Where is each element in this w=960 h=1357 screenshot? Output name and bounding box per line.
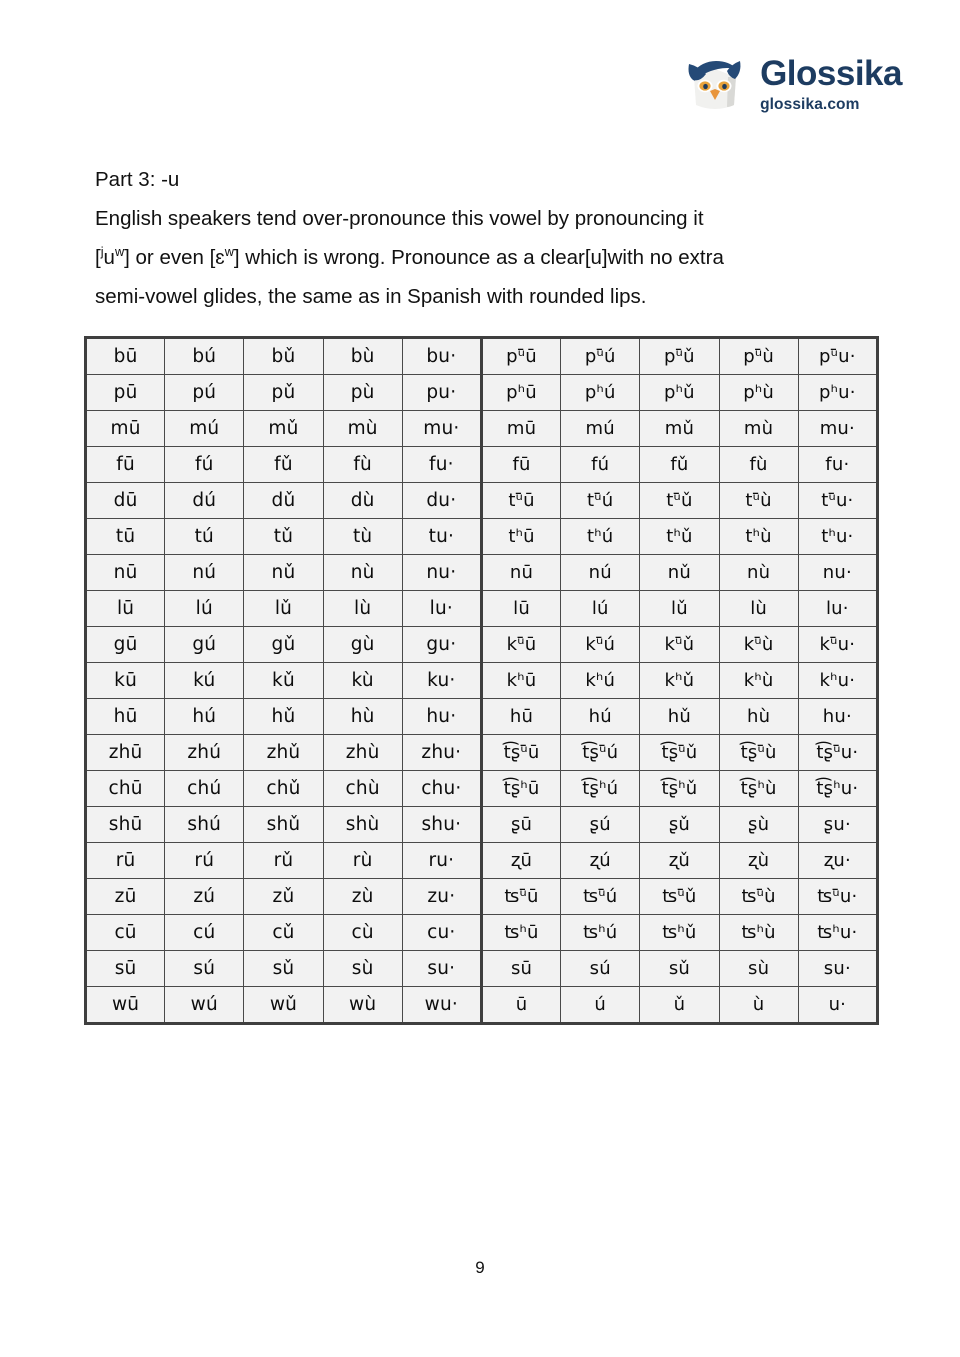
syllable-cell: tú bbox=[165, 519, 244, 555]
syllable-cell: kʰù bbox=[719, 663, 798, 699]
syllable-cell: pú bbox=[165, 375, 244, 411]
intro-text bbox=[95, 160, 885, 316]
syllable-cell: kù bbox=[323, 663, 402, 699]
syllable-cell: kᵘ̄ū bbox=[481, 627, 560, 663]
syllable-cell: nu· bbox=[402, 555, 481, 591]
intro-line-3 bbox=[95, 238, 885, 277]
syllable-cell: nū bbox=[481, 555, 560, 591]
syllable-cell: ʂú bbox=[561, 807, 640, 843]
syllable-cell: tū bbox=[86, 519, 165, 555]
syllable-table bbox=[84, 336, 879, 1025]
syllable-cell: tᵘ̄u· bbox=[798, 483, 877, 519]
syllable-cell: tʰú bbox=[561, 519, 640, 555]
syllable-cell: pᵘ̄ú bbox=[561, 338, 640, 375]
syllable-cell: zhǔ bbox=[244, 735, 323, 771]
syllable-cell: hū bbox=[481, 699, 560, 735]
syllable-cell: nù bbox=[719, 555, 798, 591]
brand-header bbox=[684, 55, 902, 113]
syllable-cell: lu· bbox=[798, 591, 877, 627]
syllable-cell: wù bbox=[323, 987, 402, 1024]
syllable-cell: tᵘ̄ǔ bbox=[640, 483, 719, 519]
syllable-table-wrapper bbox=[84, 336, 879, 1025]
syllable-cell: dú bbox=[165, 483, 244, 519]
syllable-cell: fu· bbox=[402, 447, 481, 483]
syllable-cell: bú bbox=[165, 338, 244, 375]
syllable-cell: cú bbox=[165, 915, 244, 951]
syllable-cell: zhù bbox=[323, 735, 402, 771]
syllable-cell: pǔ bbox=[244, 375, 323, 411]
table-row bbox=[86, 519, 878, 555]
syllable-cell: hù bbox=[323, 699, 402, 735]
syllable-cell: pu· bbox=[402, 375, 481, 411]
syllable-cell: nú bbox=[561, 555, 640, 591]
syllable-cell: rù bbox=[323, 843, 402, 879]
intro-line-3-d: ] which is wrong. Pronounce as a clear[u]with no extra bbox=[233, 246, 724, 269]
table-row bbox=[86, 627, 878, 663]
syllable-cell: gǔ bbox=[244, 627, 323, 663]
table-row bbox=[86, 807, 878, 843]
syllable-cell: nǔ bbox=[244, 555, 323, 591]
syllable-cell: cu· bbox=[402, 915, 481, 951]
syllable-cell: nu· bbox=[798, 555, 877, 591]
syllable-cell: lū bbox=[86, 591, 165, 627]
syllable-cell: su· bbox=[402, 951, 481, 987]
syllable-cell: ú bbox=[561, 987, 640, 1024]
syllable-cell: chù bbox=[323, 771, 402, 807]
syllable-cell: lǔ bbox=[640, 591, 719, 627]
syllable-cell: zhú bbox=[165, 735, 244, 771]
syllable-cell: mú bbox=[561, 411, 640, 447]
part-title: Part 3: -u bbox=[95, 168, 180, 191]
syllable-cell: wǔ bbox=[244, 987, 323, 1024]
syllable-cell: ʦʰù bbox=[719, 915, 798, 951]
syllable-cell: dù bbox=[323, 483, 402, 519]
syllable-cell: ʦᵘ̄ú bbox=[561, 879, 640, 915]
superscript-w-2: w bbox=[224, 244, 234, 260]
brand-name: Glossika bbox=[760, 53, 902, 93]
table-row bbox=[86, 591, 878, 627]
syllable-cell: ʂǔ bbox=[640, 807, 719, 843]
syllable-cell: shù bbox=[323, 807, 402, 843]
table-row bbox=[86, 735, 878, 771]
intro-line-2: English speakers tend over-pronounce this vowel by pronouncing it bbox=[95, 207, 704, 230]
syllable-cell: ʐù bbox=[719, 843, 798, 879]
syllable-cell: t͡ʂʰu· bbox=[798, 771, 877, 807]
syllable-cell: ʐǔ bbox=[640, 843, 719, 879]
syllable-cell: ù bbox=[719, 987, 798, 1024]
syllable-cell: t͡ʂʰǔ bbox=[640, 771, 719, 807]
brand-url: glossika.com bbox=[760, 95, 860, 113]
syllable-cell: kᵘ̄ú bbox=[561, 627, 640, 663]
syllable-cell: shǔ bbox=[244, 807, 323, 843]
syllable-cell: tù bbox=[323, 519, 402, 555]
brand-wordmark bbox=[760, 53, 902, 113]
syllable-cell: sù bbox=[323, 951, 402, 987]
syllable-cell: t͡ʂʰù bbox=[719, 771, 798, 807]
syllable-cell: t͡ʂʰū bbox=[481, 771, 560, 807]
syllable-cell: ʦʰu· bbox=[798, 915, 877, 951]
syllable-cell: hǔ bbox=[244, 699, 323, 735]
syllable-cell: du· bbox=[402, 483, 481, 519]
syllable-cell: fù bbox=[323, 447, 402, 483]
syllable-cell: zū bbox=[86, 879, 165, 915]
syllable-cell: mù bbox=[719, 411, 798, 447]
syllable-cell: mū bbox=[481, 411, 560, 447]
syllable-cell: ʦʰǔ bbox=[640, 915, 719, 951]
syllable-cell: t͡ʂᵘ̄ǔ bbox=[640, 735, 719, 771]
syllable-cell: chǔ bbox=[244, 771, 323, 807]
syllable-cell: wu· bbox=[402, 987, 481, 1024]
syllable-cell: tᵘ̄ū bbox=[481, 483, 560, 519]
table-row bbox=[86, 951, 878, 987]
syllable-cell: sù bbox=[719, 951, 798, 987]
syllable-cell: ʐū bbox=[481, 843, 560, 879]
syllable-cell: pᵘ̄u· bbox=[798, 338, 877, 375]
table-row bbox=[86, 338, 878, 375]
syllable-cell: kᵘ̄ù bbox=[719, 627, 798, 663]
syllable-cell: lù bbox=[719, 591, 798, 627]
syllable-cell: ʦᵘ̄ù bbox=[719, 879, 798, 915]
syllable-cell: fū bbox=[86, 447, 165, 483]
syllable-cell: ʐu· bbox=[798, 843, 877, 879]
syllable-cell: tʰǔ bbox=[640, 519, 719, 555]
syllable-cell: rǔ bbox=[244, 843, 323, 879]
syllable-cell: zú bbox=[165, 879, 244, 915]
syllable-cell: hu· bbox=[798, 699, 877, 735]
syllable-cell: tǔ bbox=[244, 519, 323, 555]
syllable-cell: mu· bbox=[402, 411, 481, 447]
table-row bbox=[86, 843, 878, 879]
syllable-cell: zhū bbox=[86, 735, 165, 771]
syllable-cell: fǔ bbox=[244, 447, 323, 483]
syllable-cell: nǔ bbox=[640, 555, 719, 591]
table-row bbox=[86, 411, 878, 447]
syllable-cell: pʰū bbox=[481, 375, 560, 411]
syllable-cell: lú bbox=[561, 591, 640, 627]
syllable-cell: bū bbox=[86, 338, 165, 375]
syllable-cell: rú bbox=[165, 843, 244, 879]
syllable-cell: mǔ bbox=[640, 411, 719, 447]
syllable-cell: lū bbox=[481, 591, 560, 627]
intro-line-3-a: [ bbox=[95, 246, 101, 269]
syllable-cell: pù bbox=[323, 375, 402, 411]
syllable-cell: rū bbox=[86, 843, 165, 879]
syllable-cell: kᵘ̄ǔ bbox=[640, 627, 719, 663]
syllable-cell: kū bbox=[86, 663, 165, 699]
syllable-cell: sú bbox=[561, 951, 640, 987]
table-row bbox=[86, 375, 878, 411]
syllable-cell: t͡ʂᵘ̄ù bbox=[719, 735, 798, 771]
syllable-cell: chú bbox=[165, 771, 244, 807]
syllable-cell: ǔ bbox=[640, 987, 719, 1024]
syllable-cell: pʰù bbox=[719, 375, 798, 411]
syllable-cell: ru· bbox=[402, 843, 481, 879]
table-row bbox=[86, 771, 878, 807]
syllable-cell: ʂù bbox=[719, 807, 798, 843]
syllable-cell: ʦʰú bbox=[561, 915, 640, 951]
syllable-cell: zu· bbox=[402, 879, 481, 915]
syllable-cell: sū bbox=[481, 951, 560, 987]
superscript-w-1: w bbox=[114, 244, 125, 260]
syllable-cell: hǔ bbox=[640, 699, 719, 735]
syllable-cell: gu· bbox=[402, 627, 481, 663]
syllable-cell: shū bbox=[86, 807, 165, 843]
syllable-cell: pᵘ̄ǔ bbox=[640, 338, 719, 375]
syllable-cell: zhu· bbox=[402, 735, 481, 771]
syllable-cell: sǔ bbox=[244, 951, 323, 987]
syllable-cell: t͡ʂᵘ̄ú bbox=[561, 735, 640, 771]
syllable-cell: tʰū bbox=[481, 519, 560, 555]
syllable-cell: hū bbox=[86, 699, 165, 735]
syllable-cell: fú bbox=[561, 447, 640, 483]
table-row bbox=[86, 663, 878, 699]
syllable-cell: sú bbox=[165, 951, 244, 987]
syllable-cell: hù bbox=[719, 699, 798, 735]
table-row bbox=[86, 555, 878, 591]
owl-icon bbox=[684, 55, 746, 113]
syllable-cell: mū bbox=[86, 411, 165, 447]
syllable-cell: u· bbox=[798, 987, 877, 1024]
syllable-cell: nū bbox=[86, 555, 165, 591]
syllable-cell: tu· bbox=[402, 519, 481, 555]
syllable-cell: sū bbox=[86, 951, 165, 987]
syllable-cell: pū bbox=[86, 375, 165, 411]
superscript-j: j bbox=[100, 244, 104, 260]
syllable-cell: cū bbox=[86, 915, 165, 951]
syllable-cell: gū bbox=[86, 627, 165, 663]
syllable-cell: ʐú bbox=[561, 843, 640, 879]
syllable-cell: pʰǔ bbox=[640, 375, 719, 411]
syllable-cell: bǔ bbox=[244, 338, 323, 375]
syllable-cell: pᵘ̄ū bbox=[481, 338, 560, 375]
syllable-cell: hú bbox=[165, 699, 244, 735]
syllable-cell: chū bbox=[86, 771, 165, 807]
table-row bbox=[86, 879, 878, 915]
syllable-cell: pᵘ̄ù bbox=[719, 338, 798, 375]
syllable-cell: lú bbox=[165, 591, 244, 627]
syllable-cell: sǔ bbox=[640, 951, 719, 987]
syllable-cell: cù bbox=[323, 915, 402, 951]
syllable-cell: fu· bbox=[798, 447, 877, 483]
syllable-cell: fú bbox=[165, 447, 244, 483]
syllable-cell: lu· bbox=[402, 591, 481, 627]
table-row bbox=[86, 483, 878, 519]
intro-line-3-b: u bbox=[103, 246, 115, 269]
syllable-cell: kǔ bbox=[244, 663, 323, 699]
syllable-cell: fù bbox=[719, 447, 798, 483]
syllable-cell: su· bbox=[798, 951, 877, 987]
syllable-cell: kú bbox=[165, 663, 244, 699]
syllable-cell: fǔ bbox=[640, 447, 719, 483]
syllable-cell: shú bbox=[165, 807, 244, 843]
syllable-cell: hu· bbox=[402, 699, 481, 735]
syllable-cell: ʦᵘ̄ū bbox=[481, 879, 560, 915]
syllable-cell: ʦᵘ̄ǔ bbox=[640, 879, 719, 915]
syllable-cell: fū bbox=[481, 447, 560, 483]
syllable-table-body bbox=[86, 338, 878, 1024]
syllable-cell: zǔ bbox=[244, 879, 323, 915]
syllable-cell: mǔ bbox=[244, 411, 323, 447]
syllable-cell: ʦʰū bbox=[481, 915, 560, 951]
syllable-cell: ʂū bbox=[481, 807, 560, 843]
syllable-cell: hú bbox=[561, 699, 640, 735]
syllable-cell: kʰu· bbox=[798, 663, 877, 699]
syllable-cell: tᵘ̄ù bbox=[719, 483, 798, 519]
syllable-cell: gù bbox=[323, 627, 402, 663]
syllable-cell: pʰu· bbox=[798, 375, 877, 411]
syllable-cell: dū bbox=[86, 483, 165, 519]
intro-line-3-c: ] or even [ɛ bbox=[124, 246, 225, 269]
page-number: 9 bbox=[475, 1258, 485, 1277]
table-row bbox=[86, 987, 878, 1024]
syllable-cell: wú bbox=[165, 987, 244, 1024]
syllable-cell: shu· bbox=[402, 807, 481, 843]
table-row bbox=[86, 447, 878, 483]
syllable-cell: bu· bbox=[402, 338, 481, 375]
syllable-cell: zù bbox=[323, 879, 402, 915]
syllable-cell: ʂu· bbox=[798, 807, 877, 843]
syllable-cell: mù bbox=[323, 411, 402, 447]
syllable-cell: kᵘ̄u· bbox=[798, 627, 877, 663]
syllable-cell: ʦᵘ̄u· bbox=[798, 879, 877, 915]
syllable-cell: nù bbox=[323, 555, 402, 591]
syllable-cell: pʰú bbox=[561, 375, 640, 411]
syllable-cell: dǔ bbox=[244, 483, 323, 519]
intro-line-4: semi-vowel glides, the same as in Spanish with rounded lips. bbox=[95, 285, 647, 308]
syllable-cell: t͡ʂᵘ̄ū bbox=[481, 735, 560, 771]
syllable-cell: mu· bbox=[798, 411, 877, 447]
syllable-cell: ū bbox=[481, 987, 560, 1024]
syllable-cell: chu· bbox=[402, 771, 481, 807]
syllable-cell: tʰu· bbox=[798, 519, 877, 555]
syllable-cell: cǔ bbox=[244, 915, 323, 951]
syllable-cell: tᵘ̄ú bbox=[561, 483, 640, 519]
syllable-cell: kʰǔ bbox=[640, 663, 719, 699]
syllable-cell: nú bbox=[165, 555, 244, 591]
syllable-cell: gú bbox=[165, 627, 244, 663]
syllable-cell: lù bbox=[323, 591, 402, 627]
syllable-cell: wū bbox=[86, 987, 165, 1024]
table-row bbox=[86, 915, 878, 951]
syllable-cell: ku· bbox=[402, 663, 481, 699]
syllable-cell: tʰù bbox=[719, 519, 798, 555]
syllable-cell: mú bbox=[165, 411, 244, 447]
syllable-cell: t͡ʂʰú bbox=[561, 771, 640, 807]
table-row bbox=[86, 699, 878, 735]
syllable-cell: bù bbox=[323, 338, 402, 375]
syllable-cell: kʰú bbox=[561, 663, 640, 699]
syllable-cell: lǔ bbox=[244, 591, 323, 627]
syllable-cell: kʰū bbox=[481, 663, 560, 699]
syllable-cell: t͡ʂᵘ̄u· bbox=[798, 735, 877, 771]
